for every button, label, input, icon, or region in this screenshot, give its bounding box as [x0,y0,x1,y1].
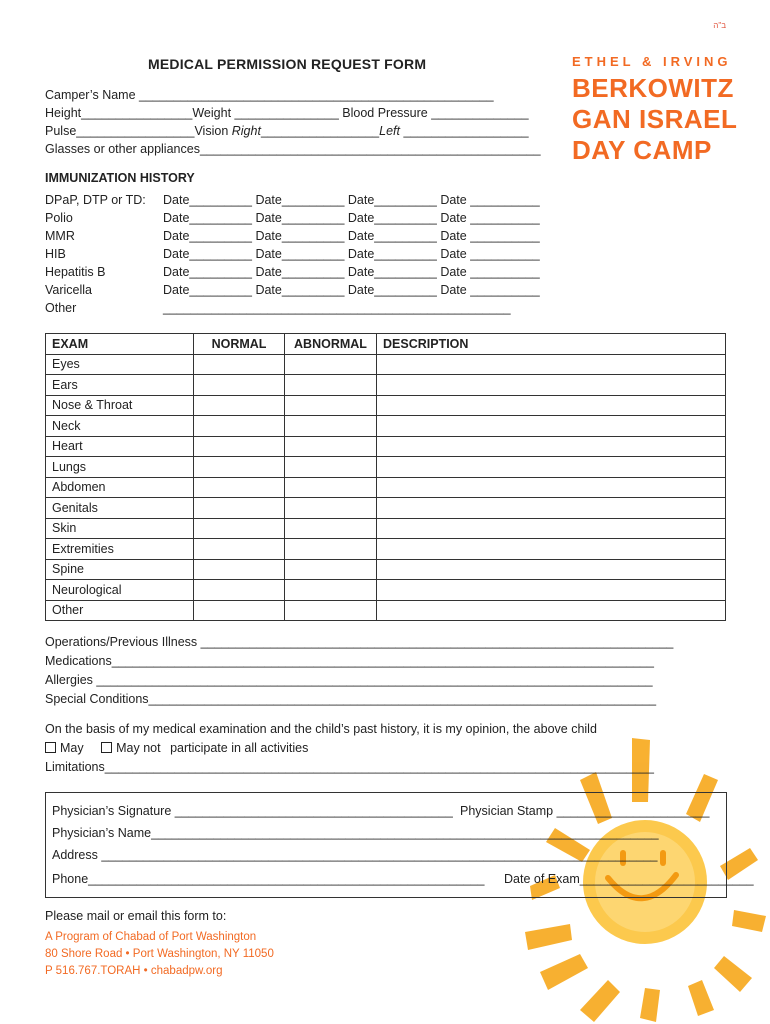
medications-field[interactable]: Medications______________________________________________________________________________ [45,654,654,668]
abnormal-cell[interactable] [285,477,377,498]
exam-label: Heart [46,436,194,457]
allergies-field[interactable]: Allergies ________________________________________________________________________________ [45,673,653,687]
normal-cell[interactable] [194,436,285,457]
pulse-vision-field[interactable] [45,122,529,140]
program-name: A Program of Chabad of Port Washington [45,931,257,943]
normal-cell[interactable] [194,477,285,498]
normal-cell[interactable] [194,600,285,621]
description-cell[interactable] [377,395,726,416]
vision-right-blank: _________________ [260,124,380,138]
col-description: DESCRIPTION [377,334,726,355]
logo-line-4: DAY CAMP [572,135,712,165]
normal-cell[interactable] [194,416,285,437]
table-row [46,559,726,580]
vision-left-blank: __________________ [399,124,529,138]
campers-name-field[interactable]: Camper’s Name ___________________________________________________ [45,88,494,102]
exam-label: Extremities [46,539,194,560]
may-not-checkbox[interactable] [101,742,112,753]
logo-line-3: GAN ISRAEL [572,104,738,134]
address-field[interactable]: Address ________________________________________________________________________________ [52,848,658,862]
exam-table [45,333,726,621]
table-row [46,375,726,396]
normal-cell[interactable] [194,375,285,396]
normal-cell[interactable] [194,498,285,519]
abnormal-cell[interactable] [285,518,377,539]
col-abnormal: ABNORMAL [285,334,377,355]
vaccine-dates[interactable]: Date_________ Date_________ Date_________ Date __________ [163,247,540,261]
org-address: 80 Shore Road • Port Washington, NY 11050 [45,948,274,960]
may-checkbox[interactable] [45,742,56,753]
abnormal-cell[interactable] [285,559,377,580]
org-contact[interactable]: P 516.767.TORAH • chabadpw.org [45,965,223,977]
vaccine-dates[interactable]: Date_________ Date_________ Date_________ Date __________ [163,193,540,207]
bsd-mark: ב"ה [713,21,726,30]
height-weight-bp-field[interactable]: Height________________Weight _______________ Blood Pressure ______________ [45,106,529,120]
description-cell[interactable] [377,559,726,580]
special-conditions-field[interactable]: Special Conditions_________________________________________________________________________ [45,692,657,706]
normal-cell[interactable] [194,539,285,560]
description-cell[interactable] [377,600,726,621]
col-exam: EXAM [46,334,194,355]
physician-name-field[interactable]: Physician’s Name_________________________________________________________________________ [52,826,659,840]
abnormal-cell[interactable] [285,416,377,437]
abnormal-cell[interactable] [285,580,377,601]
vaccine-label: DPaP, DTP or TD: [45,193,146,207]
description-cell[interactable] [377,539,726,560]
exam-label: Neurological [46,580,194,601]
table-row [46,436,726,457]
exam-label: Genitals [46,498,194,519]
exam-table-header [46,334,726,355]
participate-label: participate in all activities [170,741,309,755]
camp-logo [572,54,738,166]
table-row [46,457,726,478]
vaccine-label: Other [45,301,77,315]
vision-left-label: Left [379,124,400,138]
normal-cell[interactable] [194,559,285,580]
description-cell[interactable] [377,416,726,437]
description-cell[interactable] [377,518,726,539]
exam-label: Skin [46,518,194,539]
normal-cell[interactable] [194,457,285,478]
normal-cell[interactable] [194,580,285,601]
activity-permission [45,739,308,757]
vaccine-label: MMR [45,229,75,243]
physician-box [45,792,754,898]
abnormal-cell[interactable] [285,395,377,416]
physician-signature-field[interactable]: Physician’s Signature ________________________________________ [52,804,453,818]
table-row [46,580,726,601]
glasses-field[interactable]: Glasses or other appliances_________________________________________________ [45,142,541,156]
description-cell[interactable] [377,580,726,601]
operations-field[interactable]: Operations/Previous Illness ____________________________________________________________________ [45,635,674,649]
normal-cell[interactable] [194,395,285,416]
vaccine-dates[interactable]: Date_________ Date_________ Date_________ Date __________ [163,283,540,297]
abnormal-cell[interactable] [285,375,377,396]
pulse-label: Pulse_________________Vision [45,124,232,138]
abnormal-cell[interactable] [285,354,377,375]
vaccine-label: HIB [45,247,66,261]
table-row [46,498,726,519]
description-cell[interactable] [377,457,726,478]
mail-instruction: Please mail or email this form to: [45,909,227,923]
description-cell[interactable] [377,477,726,498]
vaccine-dates[interactable]: Date_________ Date_________ Date_________ Date __________ [163,211,540,225]
normal-cell[interactable] [194,354,285,375]
vaccine-label: Polio [45,211,73,225]
vaccine-label: Hepatitis B [45,265,106,279]
abnormal-cell[interactable] [285,457,377,478]
form-title: MEDICAL PERMISSION REQUEST FORM [148,56,427,72]
table-row [46,600,726,621]
exam-label: Lungs [46,457,194,478]
physician-stamp-field[interactable]: Physician Stamp ______________________ [460,804,710,818]
exam-label: Nose & Throat [46,395,194,416]
table-row [46,395,726,416]
exam-label: Other [46,600,194,621]
logo-line-2: BERKOWITZ [572,73,734,103]
description-cell[interactable] [377,498,726,519]
col-normal: NORMAL [194,334,285,355]
may-not-label: May not [116,741,161,755]
vaccine-dates[interactable]: Date_________ Date_________ Date_________ Date __________ [163,265,540,279]
footer [45,909,274,980]
date-of-exam-field[interactable]: Date of Exam_________________________ [504,872,754,886]
table-row [46,539,726,560]
table-row [46,354,726,375]
vaccine-dates[interactable]: Date_________ Date_________ Date_________ Date __________ [163,229,540,243]
description-cell[interactable] [377,354,726,375]
normal-cell[interactable] [194,518,285,539]
abnormal-cell[interactable] [285,600,377,621]
exam-label: Abdomen [46,477,194,498]
exam-label: Spine [46,559,194,580]
phone-field[interactable]: Phone_________________________________________________________ [52,872,485,886]
limitations-field[interactable]: Limitations_______________________________________________________________________________ [45,760,654,774]
abnormal-cell[interactable] [285,436,377,457]
exam-label: Neck [46,416,194,437]
table-row [46,477,726,498]
vaccine-dates[interactable]: __________________________________________________ [163,301,511,315]
exam-label: Ears [46,375,194,396]
vaccine-label: Varicella [45,283,93,297]
description-cell[interactable] [377,436,726,457]
opinion-statement: On the basis of my medical examination and the child’s past history, it is my opinion, the above child [45,722,597,736]
table-row [46,518,726,539]
abnormal-cell[interactable] [285,539,377,560]
description-cell[interactable] [377,375,726,396]
abnormal-cell[interactable] [285,498,377,519]
may-label: May [60,741,84,755]
vision-right-label: Right [231,124,261,138]
exam-label: Eyes [46,354,194,375]
immunization-heading: IMMUNIZATION HISTORY [45,171,195,185]
logo-line-1: ETHEL & IRVING [572,54,732,69]
table-row [46,416,726,437]
